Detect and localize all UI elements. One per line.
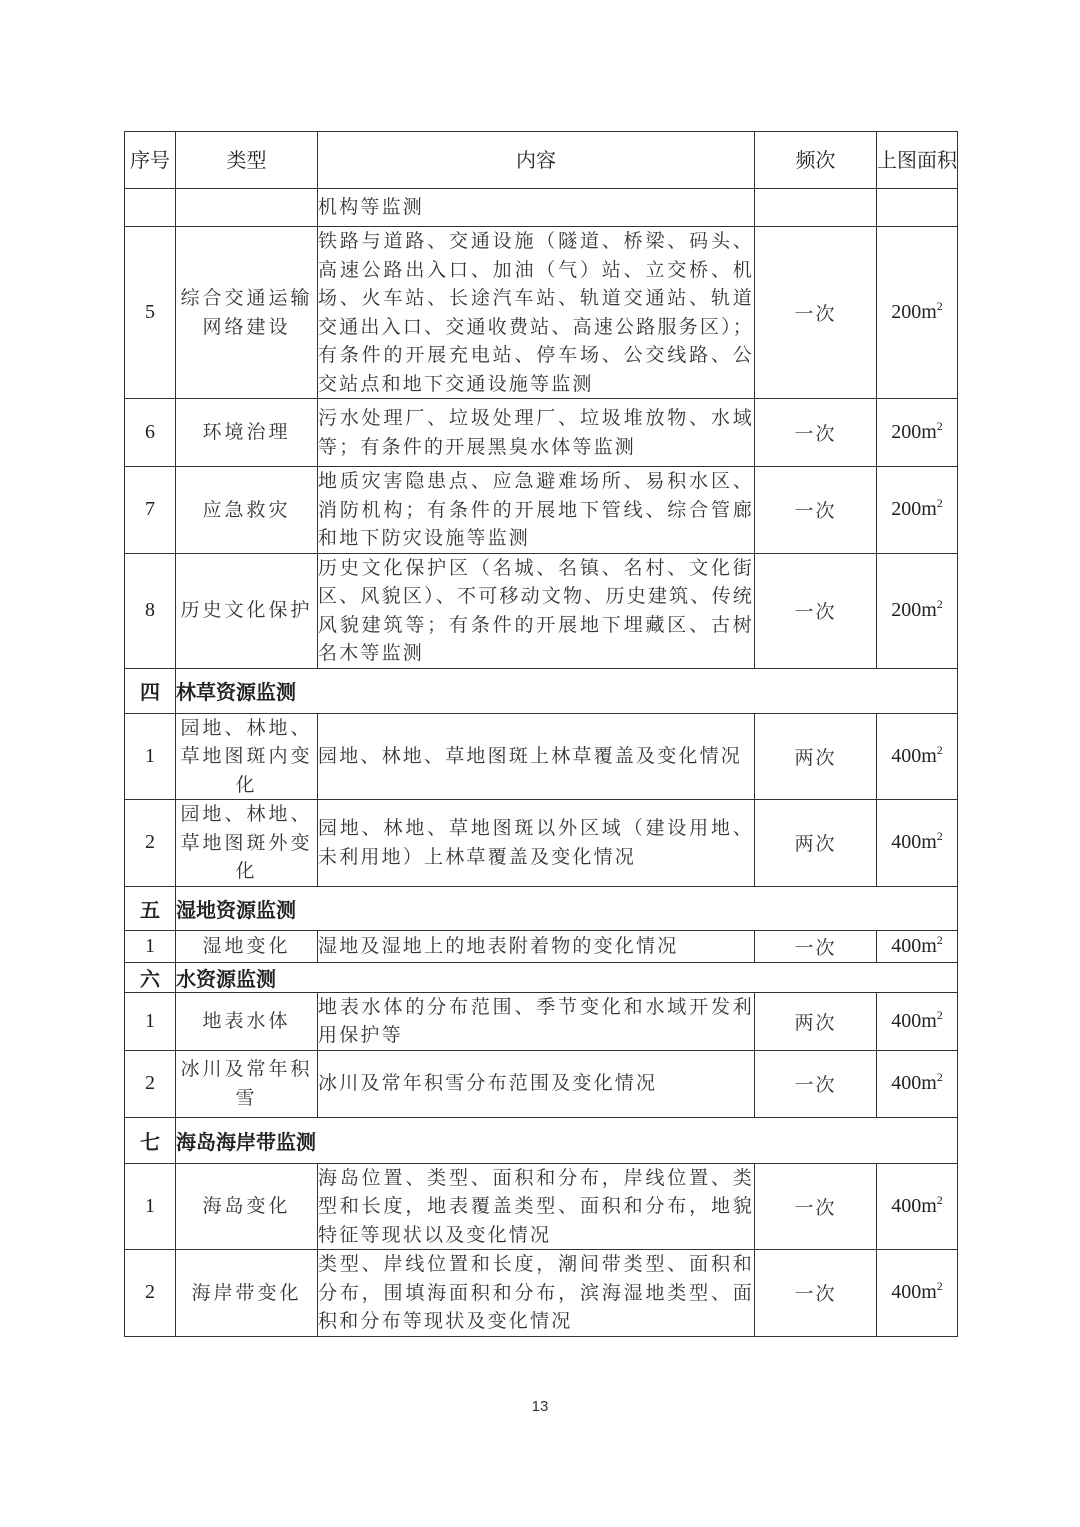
section-number: 七 bbox=[125, 1117, 176, 1163]
area-exponent: 2 bbox=[936, 419, 943, 433]
cell-area bbox=[877, 1050, 958, 1117]
cell-no: 2 bbox=[125, 1050, 176, 1117]
area-value: 200m bbox=[891, 301, 937, 323]
cell-type: 冰川及常年积雪 bbox=[176, 1050, 318, 1117]
cell-type: 海岛变化 bbox=[176, 1163, 318, 1250]
cell-frequency: 一次 bbox=[755, 553, 877, 668]
section-title: 水资源监测 bbox=[176, 962, 958, 992]
area-value: 400m bbox=[891, 1009, 937, 1032]
section-row-island-coast bbox=[125, 1117, 958, 1163]
area-exponent: 2 bbox=[936, 1192, 943, 1207]
area-value: 200m bbox=[891, 498, 937, 521]
area-exponent: 2 bbox=[936, 597, 943, 611]
cell-no bbox=[125, 189, 176, 227]
section-row-wetland bbox=[125, 886, 958, 930]
cell-type bbox=[176, 189, 318, 227]
cell-frequency: 两次 bbox=[755, 992, 877, 1050]
monitoring-table bbox=[124, 131, 958, 1337]
cell-no: 7 bbox=[125, 467, 176, 554]
cell-area bbox=[877, 1163, 958, 1250]
cell-frequency: 两次 bbox=[755, 800, 877, 887]
cell-frequency: 一次 bbox=[755, 1250, 877, 1337]
table-row bbox=[125, 227, 958, 399]
cell-frequency: 一次 bbox=[755, 227, 877, 399]
cell-type: 历史文化保护 bbox=[176, 553, 318, 668]
cell-frequency: 一次 bbox=[755, 467, 877, 554]
area-value: 200m bbox=[891, 599, 937, 621]
cell-no: 1 bbox=[125, 713, 176, 800]
header-frequency: 频次 bbox=[755, 132, 877, 189]
cell-no: 2 bbox=[125, 1250, 176, 1337]
header-no: 序号 bbox=[125, 132, 176, 189]
cell-area bbox=[877, 992, 958, 1050]
cell-type: 综合交通运输网络建设 bbox=[176, 227, 318, 399]
table-row bbox=[125, 553, 958, 668]
cell-no: 8 bbox=[125, 553, 176, 668]
cell-frequency bbox=[755, 189, 877, 227]
area-value: 400m bbox=[891, 1281, 937, 1304]
header-type: 类型 bbox=[176, 132, 318, 189]
section-number: 五 bbox=[125, 886, 176, 930]
area-exponent: 2 bbox=[936, 1070, 943, 1084]
table-row bbox=[125, 713, 958, 800]
table-row bbox=[125, 1163, 958, 1250]
cell-content: 铁路与道路、交通设施（隧道、桥梁、码头、高速公路出入口、加油（气）站、立交桥、机场、火车站、长途汽车站、轨道交通站、轨道交通出入口、交通收费站、高速公路服务区）；有条件的开展充电站、停车场、公交线路、公交站点和地下交通设施等监测 bbox=[318, 227, 755, 399]
area-value: 400m bbox=[891, 744, 937, 767]
cell-frequency: 一次 bbox=[755, 930, 877, 962]
cell-type: 湿地变化 bbox=[176, 930, 318, 962]
cell-frequency: 一次 bbox=[755, 399, 877, 467]
cell-frequency: 两次 bbox=[755, 713, 877, 800]
cell-type: 园地、林地、草地图斑外变化 bbox=[176, 800, 318, 887]
area-value: 400m bbox=[891, 831, 937, 854]
cell-content: 海岛位置、类型、面积和分布，岸线位置、类型和长度，地表覆盖类型、面积和分布，地貌特征等现状以及变化情况 bbox=[318, 1163, 755, 1250]
cell-content: 湿地及湿地上的地表附着物的变化情况 bbox=[318, 930, 755, 962]
section-number: 六 bbox=[125, 962, 176, 992]
cell-content: 类型、岸线位置和长度，潮间带类型、面积和分布，围填海面积和分布，滨海湿地类型、面积和分布等现状及变化情况 bbox=[318, 1250, 755, 1337]
cell-no: 2 bbox=[125, 800, 176, 887]
table-row bbox=[125, 800, 958, 887]
cell-no: 1 bbox=[125, 992, 176, 1050]
cell-content: 历史文化保护区（名城、名镇、名村、文化街区、风貌区）、不可移动文物、历史建筑、传统风貌建筑等；有条件的开展地下埋藏区、古树名木等监测 bbox=[318, 553, 755, 668]
section-number: 四 bbox=[125, 668, 176, 713]
table-row bbox=[125, 467, 958, 554]
cell-type: 环境治理 bbox=[176, 399, 318, 467]
cell-type: 海岸带变化 bbox=[176, 1250, 318, 1337]
table-row-continuation bbox=[125, 189, 958, 227]
table-header-row bbox=[125, 132, 958, 189]
table-row bbox=[125, 992, 958, 1050]
cell-type: 应急救灾 bbox=[176, 467, 318, 554]
area-exponent: 2 bbox=[936, 1007, 943, 1022]
cell-frequency: 一次 bbox=[755, 1163, 877, 1250]
cell-area bbox=[877, 467, 958, 554]
cell-area bbox=[877, 189, 958, 227]
cell-content: 园地、林地、草地图斑上林草覆盖及变化情况 bbox=[318, 713, 755, 800]
section-row-water bbox=[125, 962, 958, 992]
section-title: 林草资源监测 bbox=[176, 668, 958, 713]
cell-area bbox=[877, 930, 958, 962]
header-area: 上图面积 bbox=[877, 132, 958, 189]
cell-type: 园地、林地、草地图斑内变化 bbox=[176, 713, 318, 800]
table-row bbox=[125, 1050, 958, 1117]
section-row-forest-grass bbox=[125, 668, 958, 713]
cell-content: 地质灾害隐患点、应急避难场所、易积水区、消防机构；有条件的开展地下管线、综合管廊和地下防灾设施等监测 bbox=[318, 467, 755, 554]
cell-area bbox=[877, 227, 958, 399]
cell-area bbox=[877, 1250, 958, 1337]
header-content: 内容 bbox=[318, 132, 755, 189]
cell-content: 园地、林地、草地图斑以外区域（建设用地、未利用地）上林草覆盖及变化情况 bbox=[318, 800, 755, 887]
cell-area bbox=[877, 399, 958, 467]
cell-content: 冰川及常年积雪分布范围及变化情况 bbox=[318, 1050, 755, 1117]
area-value: 400m bbox=[891, 1072, 937, 1094]
area-exponent: 2 bbox=[936, 1279, 943, 1294]
table-row bbox=[125, 930, 958, 962]
table-row bbox=[125, 1250, 958, 1337]
area-exponent: 2 bbox=[936, 932, 943, 947]
area-value: 400m bbox=[891, 1194, 937, 1217]
area-exponent: 2 bbox=[936, 299, 943, 313]
cell-no: 1 bbox=[125, 930, 176, 962]
area-exponent: 2 bbox=[936, 742, 943, 757]
table-row bbox=[125, 399, 958, 467]
section-title: 湿地资源监测 bbox=[176, 886, 958, 930]
cell-frequency: 一次 bbox=[755, 1050, 877, 1117]
cell-type: 地表水体 bbox=[176, 992, 318, 1050]
area-value: 400m bbox=[891, 934, 937, 957]
cell-no: 1 bbox=[125, 1163, 176, 1250]
cell-no: 5 bbox=[125, 227, 176, 399]
cell-content: 污水处理厂、垃圾处理厂、垃圾堆放物、水域等；有条件的开展黑臭水体等监测 bbox=[318, 399, 755, 467]
area-exponent: 2 bbox=[936, 496, 943, 511]
cell-area bbox=[877, 553, 958, 668]
page-number: 13 bbox=[531, 1398, 549, 1415]
cell-content: 地表水体的分布范围、季节变化和水域开发利用保护等 bbox=[318, 992, 755, 1050]
cell-area bbox=[877, 713, 958, 800]
cell-area bbox=[877, 800, 958, 887]
cell-content: 机构等监测 bbox=[318, 189, 755, 227]
area-exponent: 2 bbox=[936, 829, 943, 844]
cell-no: 6 bbox=[125, 399, 176, 467]
section-title: 海岛海岸带监测 bbox=[176, 1117, 958, 1163]
area-value: 200m bbox=[891, 421, 937, 443]
